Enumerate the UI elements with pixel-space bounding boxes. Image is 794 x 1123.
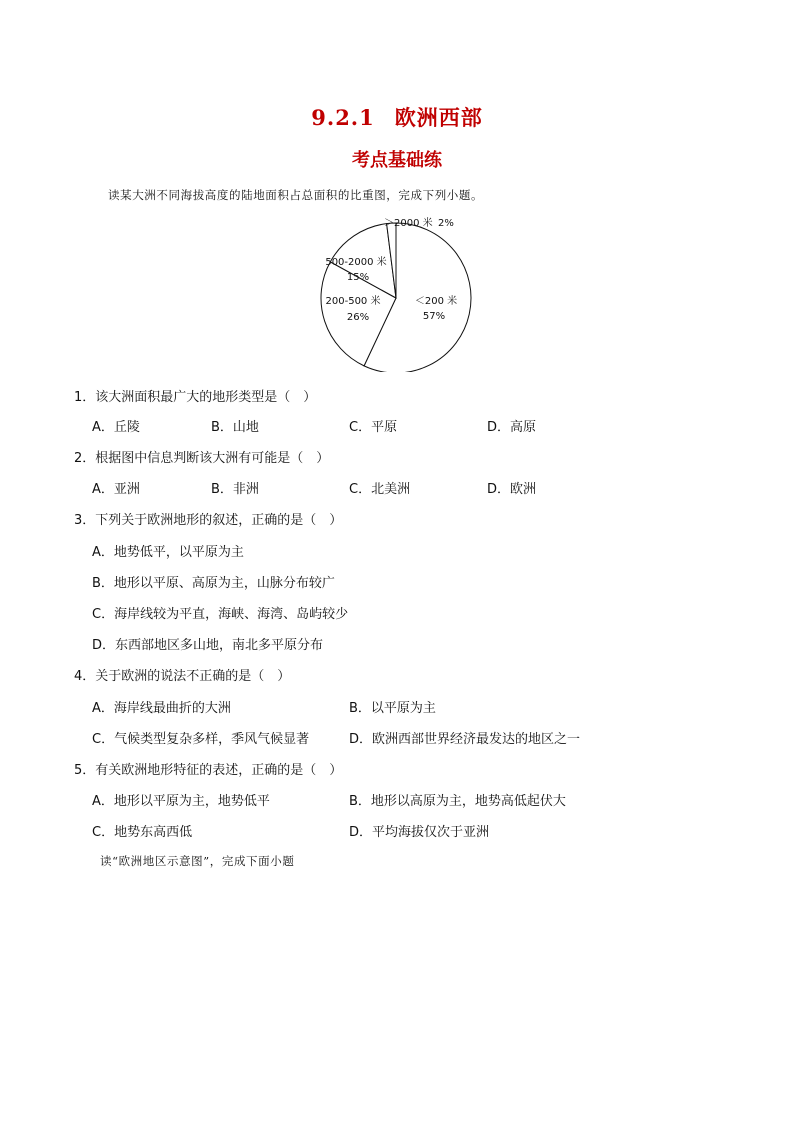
slice-label-lt200: ＜200 米 — [414, 296, 458, 307]
q1-option-d[interactable]: D．高原 — [487, 420, 537, 435]
q2-option-d[interactable]: D．欧洲 — [487, 482, 537, 497]
pie-chart — [318, 212, 478, 372]
question-5: 5．有关欧洲地形特征的表述，正确的是（ ） — [74, 763, 343, 778]
slice-value-200-500: 26% — [346, 312, 370, 323]
q1-option-b[interactable]: B．山地 — [211, 420, 259, 435]
q4-option-b[interactable]: B．以平原为主 — [349, 701, 436, 716]
section-number: 9.2.1 — [311, 105, 375, 130]
q3-option-d[interactable]: D．东西部地区多山地，南北多平原分布 — [92, 638, 324, 653]
section-title: 欧洲西部 — [394, 105, 483, 130]
q1-option-c[interactable]: C．平原 — [349, 420, 398, 435]
slice-label-gt2000: ＞2000 米 — [384, 218, 433, 229]
slice-value-lt200: 57% — [422, 311, 446, 322]
q4-option-d[interactable]: D．欧洲西部世界经济最发达的地区之一 — [349, 732, 581, 747]
slice-label-200-500: 200-500 米 — [325, 296, 381, 307]
slice-value-gt2000: 2% — [438, 218, 454, 229]
q2-option-a[interactable]: A．亚洲 — [92, 482, 140, 497]
question-1: 1．该大洲面积最广大的地形类型是（ ） — [74, 390, 317, 405]
q3-option-b[interactable]: B．地形以平原、高原为主，山脉分布较广 — [92, 576, 335, 591]
question-4: 4．关于欧洲的说法不正确的是（ ） — [74, 669, 291, 684]
q4-option-a[interactable]: A．海岸线最曲折的大洲 — [92, 701, 231, 716]
q5-option-b[interactable]: B．地形以高原为主，地势高低起伏大 — [349, 794, 566, 809]
q5-option-d[interactable]: D．平均海拔仅次于亚洲 — [349, 825, 490, 840]
q3-option-c[interactable]: C．海岸线较为平直，海峡、海湾、岛屿较少 — [92, 607, 349, 622]
q2-option-b[interactable]: B．非洲 — [211, 482, 259, 497]
q1-option-a[interactable]: A．丘陵 — [92, 420, 140, 435]
q5-option-a[interactable]: A．地形以平原为主，地势低平 — [92, 794, 270, 809]
map-intro-text: 读“欧洲地区示意图”，完成下面小题 — [100, 854, 295, 868]
question-2: 2．根据图中信息判断该大洲有可能是（ ） — [74, 451, 330, 466]
slice-value-500-2000: 15% — [346, 272, 370, 283]
page-title — [0, 102, 794, 132]
question-3: 3．下列关于欧洲地形的叙述，正确的是（ ） — [74, 513, 343, 528]
slice-label-500-2000: 500-2000 米 — [325, 257, 387, 268]
q3-option-a[interactable]: A．地势低平，以平原为主 — [92, 545, 244, 560]
page-subtitle: 考点基础练 — [352, 150, 442, 171]
q4-option-c[interactable]: C．气候类型复杂多样，季风气候显著 — [92, 732, 310, 747]
intro-text: 读某大洲不同海拔高度的陆地面积占总面积的比重图，完成下列小题。 — [108, 188, 484, 202]
q5-option-c[interactable]: C．地势东高西低 — [92, 825, 193, 840]
q2-option-c[interactable]: C．北美洲 — [349, 482, 411, 497]
